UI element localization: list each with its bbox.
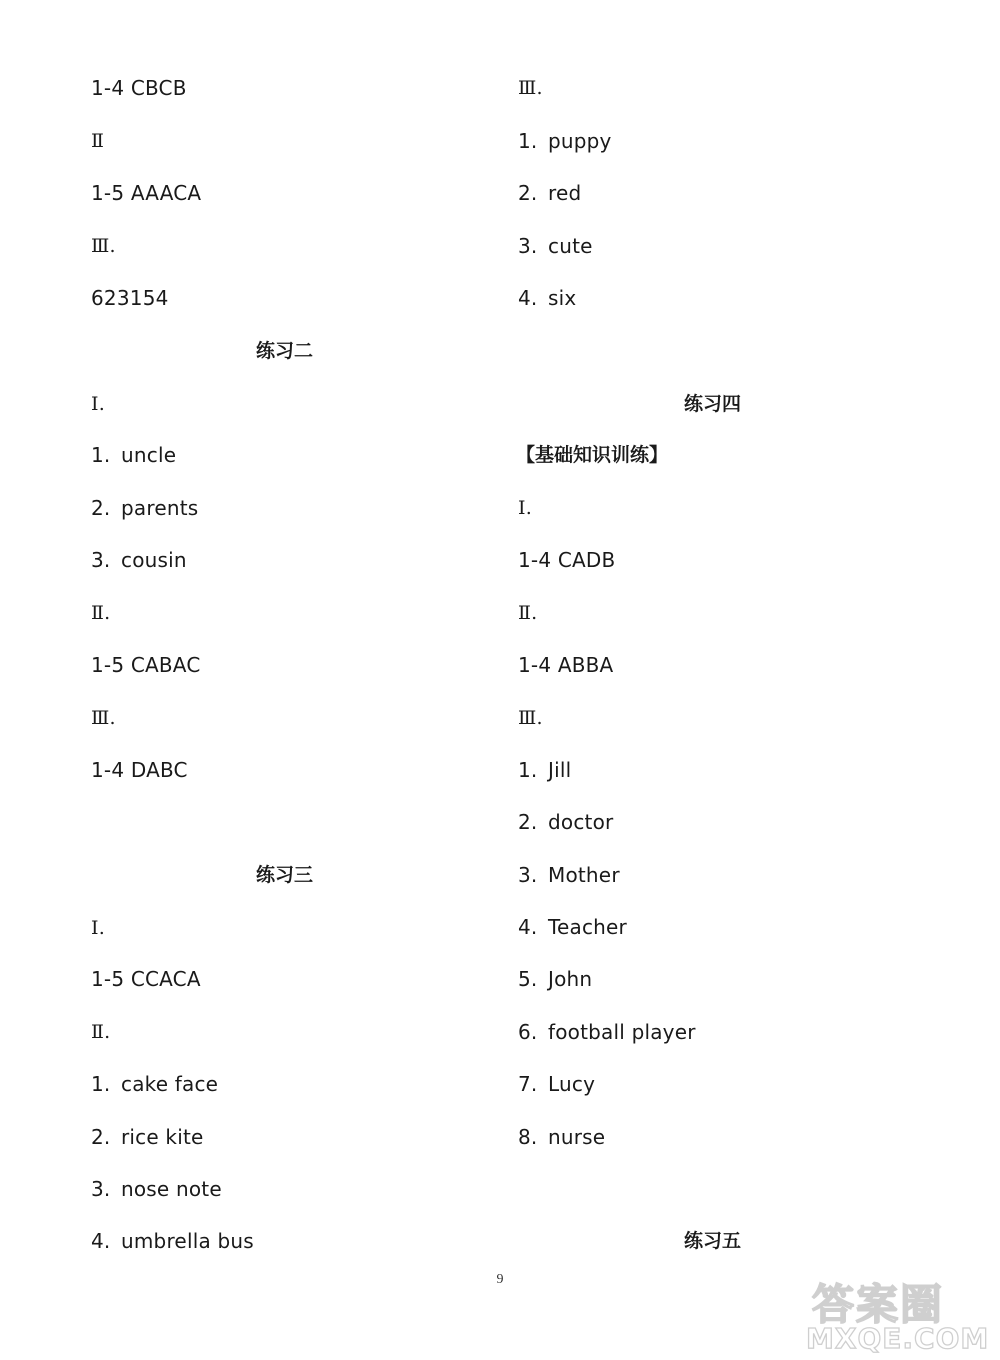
item-number: 7. [518, 1072, 538, 1096]
item-number: 4. [518, 915, 538, 939]
item-number: 2. [91, 1125, 111, 1149]
item-number: 1. [91, 443, 111, 467]
section-marker: Ⅰ. [91, 917, 105, 939]
exercise-heading: 练习二 [256, 340, 314, 362]
item-text: puppy [548, 129, 612, 153]
section-marker: Ⅱ. [518, 602, 538, 624]
item-number: 2. [91, 496, 111, 520]
answer-item [91, 1072, 218, 1096]
item-text: nurse [548, 1125, 606, 1149]
item-number: 4. [518, 286, 538, 310]
section-marker: Ⅰ. [91, 393, 105, 415]
answer-line: 1-4 DABC [91, 758, 188, 782]
exercise-heading: 练习四 [684, 393, 742, 415]
section-marker: Ⅱ [91, 130, 105, 152]
item-text: umbrella bus [121, 1229, 254, 1253]
item-text: parents [121, 496, 199, 520]
item-text: red [548, 181, 582, 205]
answer-item [518, 758, 571, 782]
item-text: six [548, 286, 577, 310]
answer-item [518, 286, 576, 310]
answer-line: 1-5 CCACA [91, 967, 201, 991]
answer-item [518, 863, 620, 887]
item-number: 3. [91, 1177, 111, 1201]
answer-item [91, 496, 198, 520]
item-text: cake face [121, 1072, 219, 1096]
item-text: John [548, 967, 593, 991]
item-number: 1. [91, 1072, 111, 1096]
section-marker: Ⅱ. [91, 1021, 111, 1043]
section-marker: Ⅰ. [518, 497, 532, 519]
answer-item [518, 967, 592, 991]
section-marker: Ⅲ. [91, 707, 116, 729]
answer-line: 1-4 CADB [518, 548, 616, 572]
answer-item [518, 810, 613, 834]
answer-line: 623154 [91, 286, 169, 310]
watermark-text-top: 答案圈 [812, 1280, 945, 1329]
item-number: 5. [518, 967, 538, 991]
page-number: 9 [496, 1272, 504, 1287]
watermark-text-bottom: MXQE.COM [806, 1322, 990, 1355]
item-number: 3. [518, 863, 538, 887]
item-text: nose note [121, 1177, 222, 1201]
item-text: uncle [121, 443, 177, 467]
answer-item [91, 1177, 222, 1201]
answer-item [91, 548, 187, 572]
section-marker: Ⅲ. [91, 235, 116, 257]
answer-item [91, 443, 176, 467]
section-marker: Ⅱ. [91, 602, 111, 624]
answer-line: 1-5 AAACA [91, 181, 202, 205]
item-text: cousin [121, 548, 187, 572]
answer-item [91, 1229, 254, 1253]
answer-item [518, 1020, 696, 1044]
item-text: Teacher [548, 915, 627, 939]
answer-item [518, 1072, 595, 1096]
item-number: 3. [518, 234, 538, 258]
site-watermark-logo [804, 1270, 990, 1355]
exercise-heading: 练习三 [256, 864, 314, 886]
answer-line: 1-4 ABBA [518, 653, 614, 677]
item-number: 2. [518, 810, 538, 834]
item-text: Jill [548, 758, 572, 782]
item-text: football player [548, 1020, 696, 1044]
item-text: cute [548, 234, 593, 258]
item-number: 8. [518, 1125, 538, 1149]
item-number: 1. [518, 129, 538, 153]
exercise-heading: 练习五 [684, 1230, 742, 1252]
answer-item [518, 1125, 605, 1149]
answer-line: 1-4 CBCB [91, 76, 187, 100]
subsection-heading: 【基础知识训练】 [516, 444, 669, 466]
answer-line: 1-5 CABAC [91, 653, 201, 677]
item-number: 2. [518, 181, 538, 205]
answer-item [518, 234, 593, 258]
item-text: Lucy [548, 1072, 596, 1096]
item-number: 4. [91, 1229, 111, 1253]
section-marker: Ⅲ. [518, 707, 543, 729]
item-text: doctor [548, 810, 614, 834]
answer-item [518, 181, 581, 205]
item-number: 6. [518, 1020, 538, 1044]
section-marker: Ⅲ. [518, 77, 543, 99]
item-text: rice kite [121, 1125, 204, 1149]
item-number: 3. [91, 548, 111, 572]
item-text: Mother [548, 863, 620, 887]
answer-item [91, 1125, 204, 1149]
item-number: 1. [518, 758, 538, 782]
answer-item [518, 129, 612, 153]
answer-item [518, 915, 627, 939]
